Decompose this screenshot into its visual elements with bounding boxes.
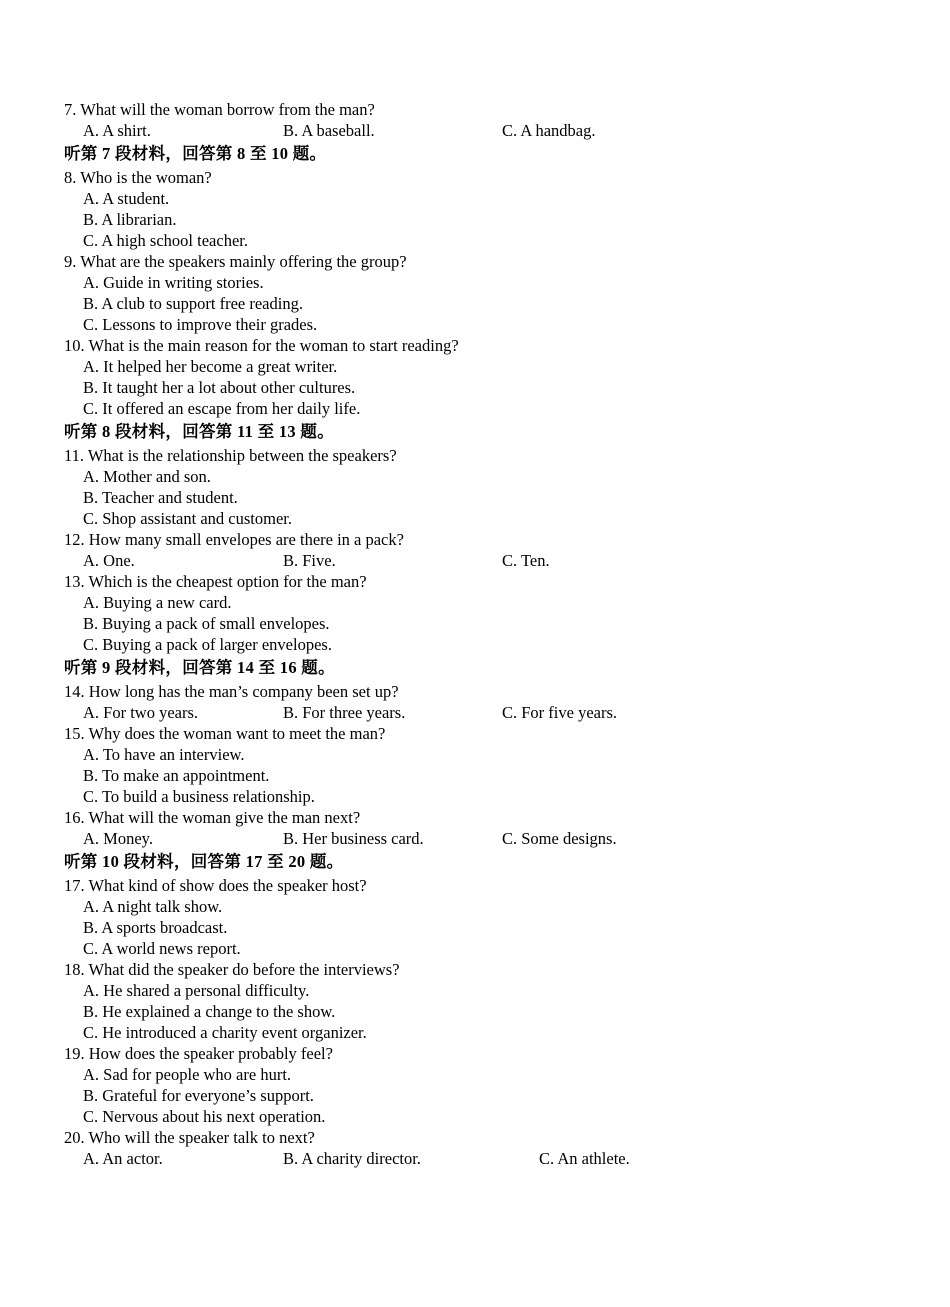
answer-option: C. A world news report.	[83, 939, 241, 958]
question-text: 7. What will the woman borrow from the man?	[64, 100, 375, 119]
answer-option: B. To make an appointment.	[83, 766, 270, 785]
section-instruction-text: 听第 7 段材料，回答第 8 至 10 题。	[64, 144, 327, 163]
question-text: 11. What is the relationship between the speakers?	[64, 446, 397, 465]
answer-option: B. It taught her a lot about other cultures.	[83, 378, 356, 397]
answer-option: C. A high school teacher.	[83, 231, 248, 250]
answer-option: C. It offered an escape from her daily life.	[83, 399, 361, 418]
answer-options-row	[64, 550, 904, 571]
answer-option: B. Five.	[283, 551, 336, 570]
question-text: 16. What will the woman give the man next?	[64, 808, 361, 827]
answer-options-row	[64, 120, 904, 141]
answer-option: B. Her business card.	[283, 829, 424, 848]
answer-options-row	[64, 1148, 904, 1169]
question-text: 19. How does the speaker probably feel?	[64, 1044, 333, 1063]
section-instruction	[64, 849, 904, 875]
answer-option: A. An actor.	[83, 1149, 163, 1168]
answer-option: B. A charity director.	[283, 1149, 421, 1168]
answer-option: C. Lessons to improve their grades.	[83, 315, 318, 334]
question-text: 10. What is the main reason for the woman to start reading?	[64, 336, 459, 355]
answer-option: A. Buying a new card.	[83, 593, 232, 612]
question-text: 18. What did the speaker do before the interviews?	[64, 960, 400, 979]
answer-option: B. A club to support free reading.	[83, 294, 303, 313]
answer-option: A. Mother and son.	[83, 467, 211, 486]
question-text: 8. Who is the woman?	[64, 168, 212, 187]
answer-option: C. A handbag.	[502, 121, 596, 140]
answer-option: A. To have an interview.	[83, 745, 245, 764]
answer-option: B. A sports broadcast.	[83, 918, 228, 937]
answer-option: A. Guide in writing stories.	[83, 273, 264, 292]
answer-option: A. It helped her become a great writer.	[83, 357, 338, 376]
answer-option: B. Teacher and student.	[83, 488, 238, 507]
answer-option: A. Sad for people who are hurt.	[83, 1065, 292, 1084]
answer-option: B. A baseball.	[283, 121, 375, 140]
answer-option: C. He introduced a charity event organizer.	[83, 1023, 367, 1042]
answer-option: B. He explained a change to the show.	[83, 1002, 336, 1021]
question-text: 20. Who will the speaker talk to next?	[64, 1128, 315, 1147]
answer-option: C. To build a business relationship.	[83, 787, 315, 806]
answer-option: A. Money.	[83, 829, 153, 848]
answer-options-row	[64, 702, 904, 723]
question-text: 12. How many small envelopes are there in a pack?	[64, 530, 404, 549]
answer-option: C. Nervous about his next operation.	[83, 1107, 326, 1126]
question-text: 13. Which is the cheapest option for the man?	[64, 572, 367, 591]
answer-option: A. He shared a personal difficulty.	[83, 981, 310, 1000]
question-text: 14. How long has the man’s company been set up?	[64, 682, 399, 701]
answer-option: C. Ten.	[502, 551, 550, 570]
section-instruction	[64, 419, 904, 445]
answer-option: A. One.	[83, 551, 135, 570]
answer-option: C. Some designs.	[502, 829, 617, 848]
answer-option: B. Buying a pack of small envelopes.	[83, 614, 330, 633]
answer-option: B. Grateful for everyone’s support.	[83, 1086, 314, 1105]
section-instruction-text: 听第 10 段材料，回答第 17 至 20 题。	[64, 852, 344, 871]
answer-option: C. For five years.	[502, 703, 618, 722]
section-instruction-text: 听第 9 段材料，回答第 14 至 16 题。	[64, 658, 335, 677]
answer-option: A. A student.	[83, 189, 170, 208]
question-text: 15. Why does the woman want to meet the man?	[64, 724, 386, 743]
answer-option: A. For two years.	[83, 703, 199, 722]
question-text: 17. What kind of show does the speaker host?	[64, 876, 367, 895]
answer-option: A. A night talk show.	[83, 897, 223, 916]
answer-option: C. Buying a pack of larger envelopes.	[83, 635, 332, 654]
section-instruction	[64, 655, 904, 681]
section-instruction-text: 听第 8 段材料，回答第 11 至 13 题。	[64, 422, 334, 441]
answer-options-row	[64, 828, 904, 849]
exam-page	[64, 99, 904, 1169]
answer-option: C. An athlete.	[539, 1149, 630, 1168]
answer-option: B. For three years.	[283, 703, 406, 722]
section-instruction	[64, 141, 904, 167]
answer-option: A. A shirt.	[83, 121, 151, 140]
answer-option: C. Shop assistant and customer.	[83, 509, 292, 528]
answer-option: B. A librarian.	[83, 210, 177, 229]
question-text: 9. What are the speakers mainly offering the group?	[64, 252, 407, 271]
